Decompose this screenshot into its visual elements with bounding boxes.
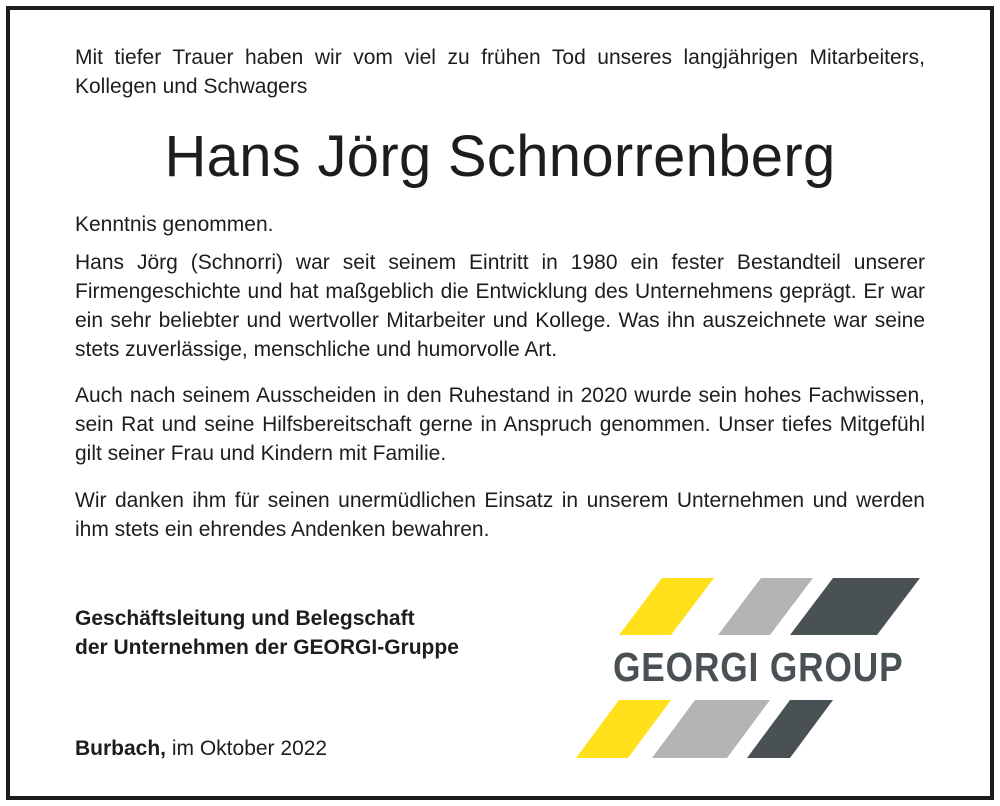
place-city: Burbach, [75,737,167,760]
logo-stripe-top-yellow [619,578,714,635]
paragraph-2: Auch nach seinem Ausscheiden in den Ruhestand in 2020 wurde sein hohes Fachwissen, sein Rat und seine Hilfsbereitschaft gerne in Anspruch genommen. Unser tiefes Mitgefühl gilt seiner Frau und Kindern mit Familie. [75,384,925,465]
kenntnis-text: Kenntnis genommen. [75,213,274,236]
place-date-text: im Oktober 2022 [171,737,328,760]
logo-stripe-bottom-yellow [576,700,671,758]
deceased-name: Hans Jörg Schnorrenberg [164,124,836,189]
place-date [75,734,327,763]
signature-block [75,604,459,662]
intro-text: Mit tiefer Trauer haben wir vom viel zu frühen Tod unseres langjährigen Mitarbeiters, Kollegen und Schwagers [75,46,925,98]
logo-stripe-top-darkgray [790,578,920,635]
paragraph-3: Wir danken ihm für seinen unermüdlichen Einsatz in unserem Unternehmen und werden ihm stets ein ehrendes Andenken bewahren. [75,489,925,541]
signature-line-1: Geschäftsleitung und Belegschaft [75,607,415,630]
logo-wordmark: GEORGI GROUP [613,644,904,690]
signature-line-2: der Unternehmen der GEORGI-Gruppe [75,636,459,659]
paragraph-1: Hans Jörg (Schnorri) war seit seinem Eintritt in 1980 ein fester Bestandteil unserer Firmengeschichte und hat maßgeblich die Entwicklung des Unternehmens geprägt. Er war ein sehr beliebter und wertvoller Mitarbeiter und Kollege. Was ihn auszeichnete war seine stets zuverlässige, menschliche und humorvolle Art. [75,251,925,361]
logo-stripe-bottom-lightgray [652,700,770,758]
